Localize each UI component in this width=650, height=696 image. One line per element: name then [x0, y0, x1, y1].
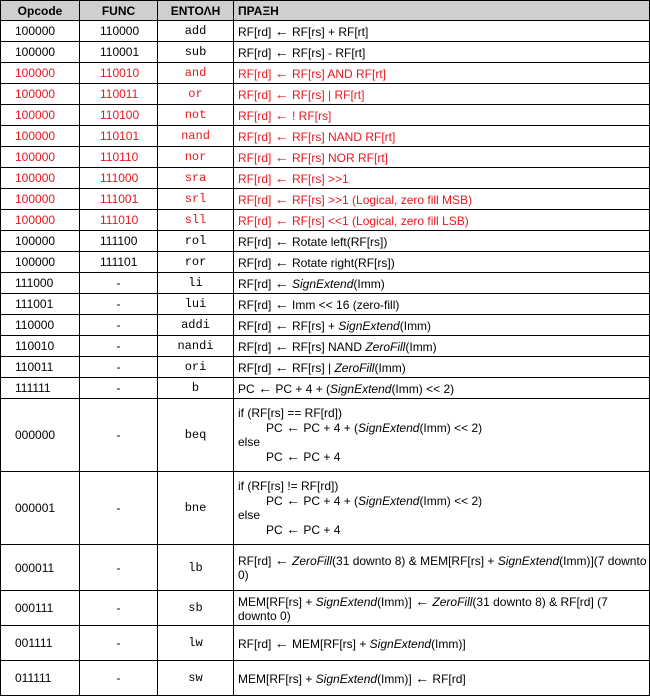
left-arrow-icon: ←	[274, 211, 289, 228]
header-instruction: ΕΝΤΟΛΗ	[158, 1, 234, 21]
func-cell: -	[80, 357, 158, 378]
instruction-cell: beq	[158, 399, 234, 472]
table-row	[1, 21, 650, 42]
left-arrow-icon: ←	[274, 106, 289, 123]
func-cell: 110000	[80, 21, 158, 42]
opcode-cell: 100000	[1, 210, 80, 231]
left-arrow-icon: ←	[274, 22, 289, 39]
opcode-cell: 011111	[1, 661, 80, 696]
func-cell: 110010	[80, 63, 158, 84]
action-line	[238, 522, 649, 537]
action-text: RF[rs] + RF[rt]	[288, 24, 369, 39]
func-cell: -	[80, 399, 158, 472]
action-cell	[234, 273, 650, 294]
header-opcode: Opcode	[1, 1, 80, 21]
instruction-cell: or	[158, 84, 234, 105]
action-text: Rotate left(RF[rs])	[288, 234, 388, 249]
table-row	[1, 336, 650, 357]
action-text: PC + 4 + (	[300, 421, 359, 435]
left-arrow-icon: ←	[274, 190, 289, 207]
action-text: RF[rd]	[238, 129, 275, 144]
left-arrow-icon: ←	[274, 127, 289, 144]
opcode-cell: 100000	[1, 168, 80, 189]
action-line	[238, 420, 649, 435]
opcode-cell: 100000	[1, 126, 80, 147]
left-arrow-icon: ←	[274, 634, 289, 651]
instruction-cell: rol	[158, 231, 234, 252]
left-arrow-icon: ←	[286, 419, 301, 435]
action-function: SignExtend	[315, 594, 378, 609]
table-row	[1, 357, 650, 378]
table-row	[1, 399, 650, 472]
func-cell: 111000	[80, 168, 158, 189]
action-text: RF[rd]	[238, 192, 275, 207]
opcode-cell: 000000	[1, 399, 80, 472]
action-text: RF[rs] | RF[rt]	[288, 87, 365, 102]
opcode-cell: 100000	[1, 231, 80, 252]
func-cell: -	[80, 591, 158, 626]
action-text: PC + 4 + (	[272, 381, 331, 396]
opcode-cell: 000111	[1, 591, 80, 626]
action-line: if (RF[rs] == RF[rd])	[238, 406, 343, 420]
left-arrow-icon: ←	[415, 669, 430, 686]
opcode-cell: 100000	[1, 147, 80, 168]
action-text: (31 downto 8) & MEM[RF[rs] +	[332, 554, 498, 568]
action-text: RF[rd]	[238, 636, 275, 651]
instruction-cell: ror	[158, 252, 234, 273]
action-text: RF[rd]	[238, 339, 275, 354]
table-row	[1, 231, 650, 252]
func-cell: 110100	[80, 105, 158, 126]
table-row	[1, 545, 650, 591]
action-cell	[234, 42, 650, 63]
action-text: PC	[266, 523, 287, 537]
left-arrow-icon: ←	[286, 521, 301, 537]
action-text: RF[rs] |	[288, 360, 335, 375]
action-text: (Imm) << 2)	[391, 381, 455, 396]
func-cell: 111001	[80, 189, 158, 210]
opcode-cell: 111111	[1, 378, 80, 399]
left-arrow-icon: ←	[274, 85, 289, 102]
table-row	[1, 626, 650, 661]
action-text: RF[rd]	[238, 255, 275, 270]
instruction-cell: lui	[158, 294, 234, 315]
table-row	[1, 252, 650, 273]
instruction-cell: sub	[158, 42, 234, 63]
opcode-cell: 000001	[1, 472, 80, 545]
instruction-cell: srl	[158, 189, 234, 210]
action-cell	[234, 591, 650, 626]
action-cell	[234, 545, 650, 591]
action-function: SignExtend	[497, 554, 560, 568]
action-cell	[234, 189, 650, 210]
action-cell	[234, 626, 650, 661]
action-text: (Imm)	[374, 360, 406, 375]
table-row	[1, 294, 650, 315]
header-row	[1, 1, 650, 21]
action-text: (Imm)	[353, 276, 385, 291]
action-text: RF[rs] NAND	[288, 339, 366, 354]
action-function: ZeroFill	[432, 594, 473, 609]
action-cell	[234, 105, 650, 126]
instruction-cell: nand	[158, 126, 234, 147]
opcode-cell: 001111	[1, 626, 80, 661]
left-arrow-icon: ←	[274, 64, 289, 81]
func-cell: -	[80, 661, 158, 696]
action-function: SignExtend	[369, 636, 432, 651]
action-text: RF[rs] NAND RF[rt]	[288, 129, 396, 144]
instruction-cell: not	[158, 105, 234, 126]
table-row	[1, 591, 650, 626]
opcode-cell: 000011	[1, 545, 80, 591]
left-arrow-icon: ←	[274, 169, 289, 186]
func-cell: 110001	[80, 42, 158, 63]
left-arrow-icon: ←	[274, 274, 289, 291]
table-row	[1, 42, 650, 63]
action-text: (Imm)	[405, 339, 437, 354]
func-cell: -	[80, 336, 158, 357]
action-cell	[234, 63, 650, 84]
action-text: RF[rd]	[238, 234, 275, 249]
action-text: (Imm)](7 downto 0)	[238, 554, 647, 582]
action-function: SignExtend	[292, 276, 354, 291]
action-text: RF[rd]	[238, 24, 275, 39]
action-function: ZeroFill	[292, 554, 333, 568]
func-cell: 111101	[80, 252, 158, 273]
instruction-cell: b	[158, 378, 234, 399]
left-arrow-icon: ←	[286, 492, 301, 508]
func-cell: -	[80, 378, 158, 399]
left-arrow-icon: ←	[274, 552, 289, 568]
action-text: PC + 4	[300, 450, 341, 464]
func-cell: 111100	[80, 231, 158, 252]
action-cell	[234, 472, 650, 545]
action-cell	[234, 378, 650, 399]
action-line: else	[238, 435, 261, 449]
action-text: RF[rd]	[238, 87, 275, 102]
func-cell: 110101	[80, 126, 158, 147]
instruction-cell: nor	[158, 147, 234, 168]
opcode-cell: 110010	[1, 336, 80, 357]
action-text: Imm << 16 (zero-fill)	[288, 297, 400, 312]
left-arrow-icon: ←	[274, 295, 289, 312]
action-text: RF[rd]	[238, 171, 275, 186]
instruction-cell: addi	[158, 315, 234, 336]
table-row	[1, 472, 650, 545]
action-function: ZeroFill	[334, 360, 375, 375]
action-cell	[234, 294, 650, 315]
action-text: RF[rd]	[238, 554, 275, 568]
func-cell: 110011	[80, 84, 158, 105]
opcode-cell: 100000	[1, 42, 80, 63]
opcode-cell: 110000	[1, 315, 80, 336]
action-text: (Imm)]	[377, 671, 416, 686]
opcode-cell: 100000	[1, 84, 80, 105]
left-arrow-icon: ←	[274, 43, 289, 60]
table-row	[1, 315, 650, 336]
func-cell: 111010	[80, 210, 158, 231]
action-text: PC	[266, 421, 287, 435]
left-arrow-icon: ←	[274, 358, 289, 375]
left-arrow-icon: ←	[274, 253, 289, 270]
action-text: RF[rs] >>1	[288, 171, 349, 186]
action-text: RF[rd]	[238, 213, 275, 228]
instruction-cell: lb	[158, 545, 234, 591]
opcode-cell: 111000	[1, 273, 80, 294]
action-text: RF[rs] +	[288, 318, 339, 333]
action-cell	[234, 399, 650, 472]
action-text: (Imm)]	[431, 636, 466, 651]
opcode-cell: 100000	[1, 63, 80, 84]
action-text: RF[rd]	[238, 318, 275, 333]
opcode-cell: 100000	[1, 21, 80, 42]
opcode-cell: 100000	[1, 252, 80, 273]
action-function: SignExtend	[358, 421, 420, 435]
table-row	[1, 105, 650, 126]
opcode-cell: 110011	[1, 357, 80, 378]
table-row	[1, 126, 650, 147]
instruction-cell: nandi	[158, 336, 234, 357]
action-text: RF[rd]	[238, 360, 275, 375]
instruction-cell: add	[158, 21, 234, 42]
left-arrow-icon: ←	[415, 592, 430, 609]
action-text: RF[rd]	[238, 297, 275, 312]
action-text: ! RF[rs]	[288, 108, 332, 123]
func-cell: 110110	[80, 147, 158, 168]
opcode-cell: 100000	[1, 105, 80, 126]
action-text: RF[rs] - RF[rt]	[288, 45, 366, 60]
action-cell	[234, 231, 650, 252]
instruction-cell: sw	[158, 661, 234, 696]
action-function: SignExtend	[315, 671, 378, 686]
opcode-cell: 100000	[1, 189, 80, 210]
action-cell	[234, 661, 650, 696]
table-row	[1, 147, 650, 168]
action-cell	[234, 315, 650, 336]
action-text: PC	[238, 381, 259, 396]
action-text: MEM[RF[rs] +	[238, 671, 316, 686]
instruction-cell: li	[158, 273, 234, 294]
action-cell	[234, 84, 650, 105]
action-cell	[234, 126, 650, 147]
action-cell	[234, 168, 650, 189]
action-text: (Imm) << 2)	[419, 494, 483, 508]
action-text: (Imm)]	[377, 594, 416, 609]
left-arrow-icon: ←	[274, 337, 289, 354]
action-text: RF[rs] >>1 (Logical, zero fill MSB)	[288, 192, 473, 207]
action-text: PC	[266, 450, 287, 464]
action-cell	[234, 336, 650, 357]
instruction-cell: and	[158, 63, 234, 84]
opcode-cell: 111001	[1, 294, 80, 315]
action-line: else	[238, 508, 261, 522]
table-row	[1, 168, 650, 189]
action-cell	[234, 210, 650, 231]
action-text: (Imm) << 2)	[419, 421, 483, 435]
action-line: if (RF[rs] != RF[rd])	[238, 479, 339, 493]
action-cell	[234, 357, 650, 378]
action-line	[238, 449, 649, 464]
left-arrow-icon: ←	[274, 316, 289, 333]
action-text: (Imm)	[399, 318, 432, 333]
action-text: RF[rd]	[429, 671, 466, 686]
func-cell: -	[80, 294, 158, 315]
left-arrow-icon: ←	[286, 448, 301, 464]
header-func: FUNC	[80, 1, 158, 21]
instruction-cell: sra	[158, 168, 234, 189]
table-row	[1, 189, 650, 210]
action-text: RF[rd]	[238, 66, 275, 81]
func-cell: -	[80, 626, 158, 661]
func-cell: -	[80, 273, 158, 294]
action-text: (31 downto 8) & RF[rd] (7 downto 0)	[238, 594, 608, 623]
action-function: SignExtend	[330, 381, 392, 396]
instruction-cell: sll	[158, 210, 234, 231]
action-function: ZeroFill	[365, 339, 406, 354]
left-arrow-icon: ←	[274, 148, 289, 165]
left-arrow-icon: ←	[258, 379, 273, 396]
action-text: RF[rd]	[238, 150, 275, 165]
action-text: RF[rd]	[238, 45, 275, 60]
table-row	[1, 273, 650, 294]
table-row	[1, 661, 650, 696]
func-cell: -	[80, 315, 158, 336]
instruction-cell: bne	[158, 472, 234, 545]
action-function: SignExtend	[338, 318, 400, 333]
action-cell	[234, 252, 650, 273]
action-cell	[234, 21, 650, 42]
instruction-cell: sb	[158, 591, 234, 626]
func-cell: -	[80, 472, 158, 545]
action-text: PC + 4	[300, 523, 341, 537]
action-text: Rotate right(RF[rs])	[288, 255, 395, 270]
action-text: PC	[266, 494, 287, 508]
table-row	[1, 63, 650, 84]
action-text: RF[rs] NOR RF[rt]	[288, 150, 388, 165]
action-text: MEM[RF[rs] +	[288, 636, 370, 651]
action-text: PC + 4 + (	[300, 494, 359, 508]
action-text: RF[rd]	[238, 108, 275, 123]
table-row	[1, 84, 650, 105]
action-text: MEM[RF[rs] +	[238, 594, 316, 609]
func-cell: -	[80, 545, 158, 591]
action-text: RF[rs] <<1 (Logical, zero fill LSB)	[288, 213, 469, 228]
action-line	[238, 493, 649, 508]
action-text: RF[rs] AND RF[rt]	[288, 66, 387, 81]
instruction-cell: ori	[158, 357, 234, 378]
action-function: SignExtend	[358, 494, 420, 508]
header-action: ΠΡΑΞΗ	[234, 1, 650, 21]
left-arrow-icon: ←	[274, 232, 289, 249]
table-row	[1, 378, 650, 399]
action-text: RF[rd]	[238, 276, 275, 291]
instruction-cell: lw	[158, 626, 234, 661]
table-row	[1, 210, 650, 231]
action-cell	[234, 147, 650, 168]
